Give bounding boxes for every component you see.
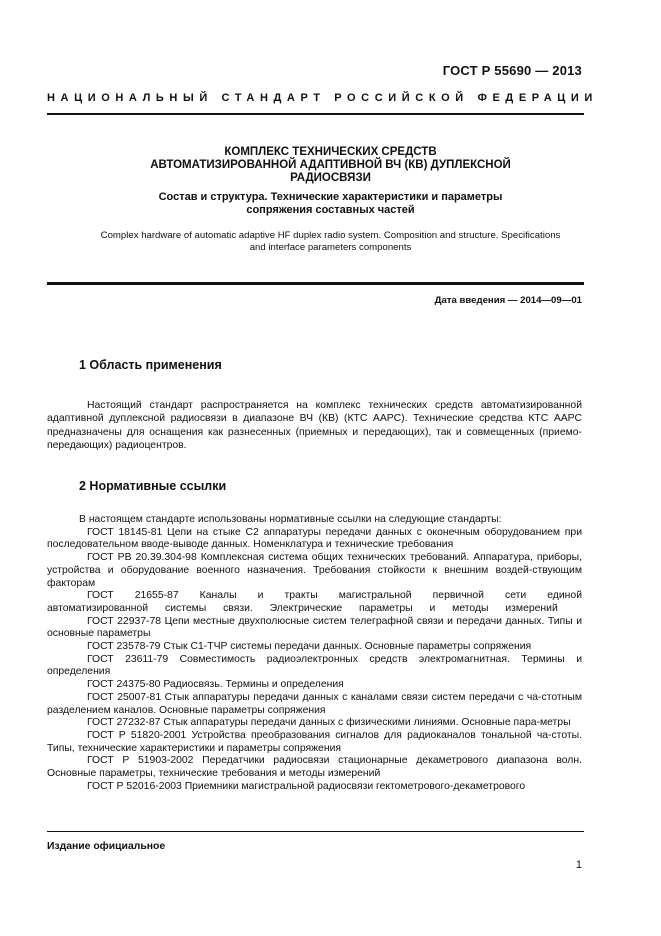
section-1-heading: 1 Область применения (79, 358, 222, 372)
official-edition-label: Издание официальное (47, 841, 166, 852)
references-list (47, 514, 582, 793)
title-divider (47, 282, 584, 285)
section-2-heading: 2 Нормативные ссылки (79, 479, 227, 493)
reference-item: ГОСТ 23578-79 Стык С1-ТЧР системы передачи данных. Основные параметры сопряжения (87, 641, 532, 653)
references-intro: В настоящем стандарте использованы нормативные ссылки на следующие стандарты: (79, 514, 502, 525)
reference-item: ГОСТ Р 52016-2003 Приемники магистральной радиосвязи гектометрового-декаметрового (87, 780, 526, 792)
title-line-3: РАДИОСВЯЗИ (290, 172, 371, 184)
reference-item: ГОСТ 24375-80 Радиосвязь. Термины и определения (87, 679, 344, 691)
english-title-line-1: Complex hardware of automatic adaptive HF duplex radio system. Composition and structure. Specifications (100, 230, 561, 241)
reference-item: ГОСТ 22937-78 Цепи местные двухполюсные систем телеграфной связи и передачи данных. Типы и основные параметры (47, 615, 582, 640)
header-divider (47, 113, 584, 115)
reference-item: ГОСТ 27232-87 Стык аппаратуры передачи данных с физическими линиями. Основные пара-метры (87, 717, 571, 729)
introduction-date: Дата введения — 2014—09—01 (434, 295, 582, 306)
reference-item: ГОСТ Р 51820-2001 Устройства преобразования сигналов для радиоканалов тональной ча-стоты. Типы, технические характеристики и параметры сопряжения (47, 729, 582, 754)
reference-item: ГОСТ РВ 20.39.304-98 Комплексная система общих технических требований. Аппаратура, приборы, устройства и оборудование военного назначения. Требования стойкости к внешним воздей-ствующим факторам (47, 552, 582, 589)
section-1-body (47, 399, 582, 453)
subtitle-line-1: Состав и структура. Технические характеристики и параметры (158, 191, 503, 203)
document-number: ГОСТ Р 55690 — 2013 (442, 63, 582, 78)
section-1-paragraph: Настоящий стандарт распространяется на комплекс технических средств автоматизированной адаптивной дуплексной радиосвязи в диапазоне ВЧ (КВ) (КТС ААРС). Технические средства КТС ААРС предназначены для оснащения как разнесенных (приемных и передающих), так и совмещенных (приемо-передающих) радиоцентров. (47, 400, 582, 452)
title-line-2: АВТОМАТИЗИРОВАННОЙ АДАПТИВНОЙ ВЧ (КВ) ДУПЛЕКСНОЙ (150, 159, 511, 171)
reference-item: ГОСТ 18145-81 Цепи на стыке С2 аппаратуры передачи данных с оконечным оборудованием при последовательном вводе-выводе данных. Номенклатура и технические требования (47, 526, 582, 551)
english-title-line-2: and interface parameters components (249, 242, 412, 253)
page-number: 1 (575, 859, 582, 871)
title-line-1: КОМПЛЕКС ТЕХНИЧЕСКИХ СРЕДСТВ (224, 146, 437, 158)
reference-item: ГОСТ 25007-81 Стык аппаратуры передачи данных с каналами связи систем передачи с ча-стотным разделением каналов. Основные параметры сопряжения (47, 691, 582, 716)
reference-item: ГОСТ 23611-79 Совместимость радиоэлектронных средств электромагнитная. Термины и определения (47, 653, 582, 678)
footer-divider (47, 831, 584, 832)
reference-item: ГОСТ Р 51903-2002 Передатчики радиосвязи стационарные декаметрового диапазона волн. Основные параметры, технические требования и методы измерений (47, 755, 582, 780)
national-standard-banner: НАЦИОНАЛЬНЫЙ СТАНДАРТ РОССИЙСКОЙ ФЕДЕРАЦИИ (47, 92, 598, 104)
subtitle-line-2: сопряжения составных частей (246, 204, 415, 216)
reference-item: ГОСТ 21655-87 Каналы и тракты магистральной первичной сети единой автоматизированной системы связи. Электрические параметры и методы измерений (47, 590, 582, 614)
